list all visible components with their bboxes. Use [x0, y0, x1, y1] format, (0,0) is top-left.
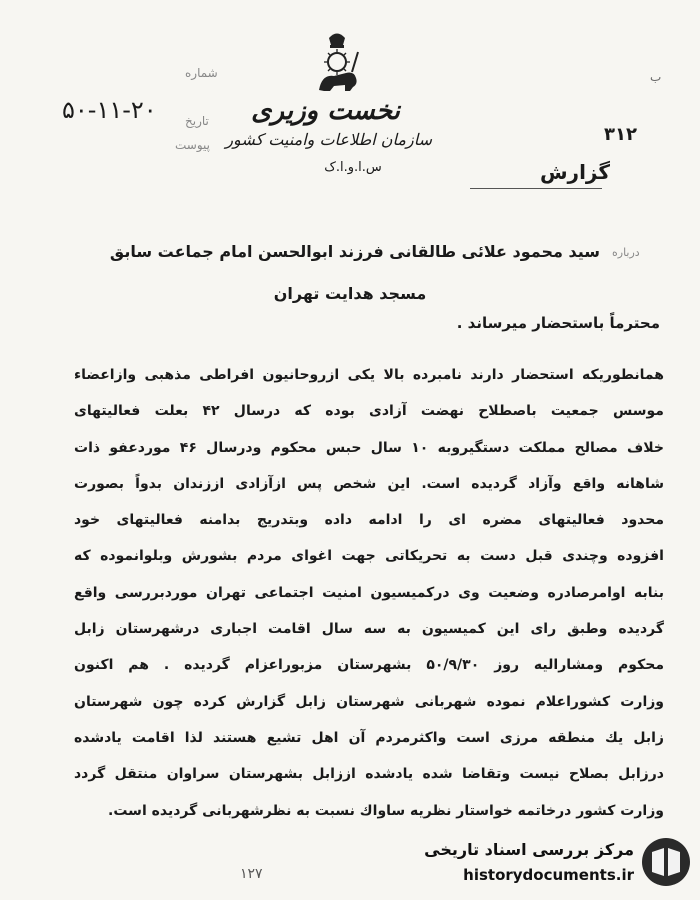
- body-line: گردیده وطبق رای این کمیسیون به سه سال اقامت اجباری درشهرستان زابل: [74, 621, 664, 638]
- date-label: تاریخ: [185, 114, 209, 128]
- watermark-logo-icon: [642, 838, 690, 886]
- date-value: ۵۰-۱۱-۲۰: [62, 96, 157, 124]
- lion-and-sun-emblem-icon: [312, 28, 362, 98]
- report-title: گزارش: [539, 160, 610, 184]
- organization-code: س.ا.و.ا.ک: [324, 160, 382, 175]
- body-line: خلاف مصالح مملکت دستگیروبه ۱۰ سال حبس محکوم ودرسال ۴۶ موردعفو ذات: [74, 439, 664, 456]
- body-line: بنابه اوامرصادره وضعیت وی درکمیسیون امنیت اجتماعی تهران موردبررسی واقع: [74, 584, 664, 601]
- body-line: محدود فعالیتهای مضره ای را ادامه داده وبتدریج بدامنه فعالیتهای خود: [74, 512, 664, 529]
- footer-stamp: ۱۲۷: [240, 866, 263, 882]
- report-body: [74, 360, 664, 832]
- body-line: زابل یك منطقه مرزی است واکثرمردم آن اهل تشیع هستند لذا اقامت یادشده: [74, 729, 664, 746]
- body-line: محکوم ومشارالیه روز ۵۰/۹/۳۰ بشهرستان مزبوراعزام گردیده . هم اکنون: [74, 657, 664, 674]
- number-label: شماره: [185, 66, 218, 80]
- subject-line-2: مسجد هدایت تهران: [273, 284, 427, 303]
- organization-title: نخست وزیری: [251, 96, 400, 126]
- salutation: محترماً باستحضار میرساند .: [456, 314, 660, 332]
- watermark-url: historydocuments.ir: [463, 866, 634, 884]
- organization-subtitle: سازمان اطلاعات وامنیت کشور: [225, 130, 432, 149]
- body-line: افزوده وچندی قبل دست به تحریکاتی جهت اغوای مردم بشورش وبلوانموده که: [74, 548, 664, 565]
- watermark: [424, 834, 694, 894]
- subject-line-1: سید محمود علائی طالقانی فرزند ابوالحسن امام جماعت سابق: [109, 242, 600, 261]
- body-line: همانطوریکه استحضار دارند نامبرده بالا یکی ازروحانیون افراطی مذهبی وازاعضاء: [74, 367, 664, 383]
- watermark-title: مرکز بررسی اسناد تاریخی: [424, 840, 634, 859]
- body-line: وزارت کشوراعلام نموده شهربانی شهرستان زابل گزارش کرده چون شهرستان: [74, 693, 664, 710]
- reference-number: ۳۱۲: [604, 124, 637, 145]
- subject-label: درباره: [612, 246, 640, 259]
- body-line: موسس جمعیت باصطلاح نهضت آزادی بوده که درسال ۴۲ بعلت فعالیتهای: [74, 403, 664, 420]
- attachment-label: پیوست: [175, 138, 210, 152]
- body-line: شاهانه واقع وآزاد گردیده است. این شخص پس ازآزادی اززندان بدواً بصورت: [74, 475, 664, 492]
- body-line: وزارت کشور درخاتمه خواستار نظریه ساواك نسبت به نظرشهربانی گردیده است.: [108, 802, 664, 819]
- side-mark: ب: [650, 70, 662, 84]
- report-title-underline: [470, 188, 602, 189]
- body-line: درزابل بصلاح نیست وتقاضا شده یادشده اززابل بشهرستان سراوان منتقل گردد: [74, 766, 664, 783]
